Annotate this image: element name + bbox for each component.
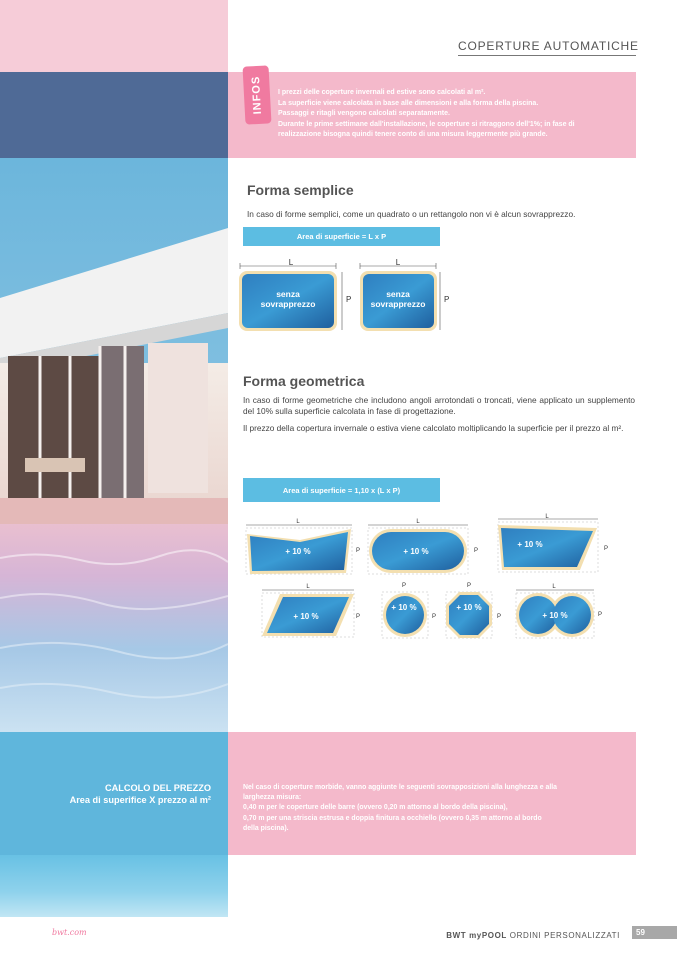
page-number: 59 [632, 926, 677, 939]
infos-line: Passaggi e ritagli vengono calcolati separatamente. [278, 110, 450, 117]
section-title: COPERTURE AUTOMATICHE [458, 39, 639, 53]
geometric-shapes-diagram [240, 512, 620, 644]
dim-p-label: P [496, 614, 502, 620]
dim-p-label: P [473, 548, 479, 554]
calcolo-line: 0,40 m per le coperture delle barre (ovvero 0,20 m attorno al bordo della piscina), [243, 804, 508, 812]
infos-line: Durante le prime settimane dall'installazione, le coperture si ritraggono dell'1%; in fase di [278, 120, 575, 128]
footer-brand-bold: BWT myPOOL [446, 931, 507, 940]
calcolo-title-block [70, 783, 211, 806]
plus10-label: + 10 % [403, 547, 429, 556]
simple-shape-2 [360, 258, 449, 331]
dim-l-label: L [416, 519, 420, 525]
infos-tab-label: INFOS [249, 75, 265, 115]
plus10-label: + 10 % [391, 603, 417, 612]
plus10-label: + 10 % [517, 540, 543, 549]
formula-geometrica: Area di superficie = 1,10 x (L x P) [243, 478, 440, 502]
dim-p-label: P [355, 548, 361, 554]
dim-p-label: P [401, 583, 407, 589]
svg-text:senza: senza [386, 289, 410, 299]
dim-p-label: P [603, 546, 609, 552]
calcolo-line: larghezza misura: [243, 794, 302, 802]
svg-text:senza: senza [276, 289, 300, 299]
simple-shapes-diagram [236, 254, 456, 336]
plus10-label: + 10 % [456, 603, 482, 612]
calcolo-title: CALCOLO DEL PREZZO [105, 783, 211, 793]
calcolo-text [243, 783, 623, 834]
calcolo-line: 0,70 m per una striscia estrusa e doppia finitura a occhiello (ovvero 0,35 m attorno al bordo [243, 814, 542, 822]
dim-l-label: L [296, 519, 300, 525]
forma-geometrica-title: Forma geometrica [243, 373, 365, 389]
infos-tab [243, 65, 272, 124]
calcolo-subtitle: Area di superifice X prezzo al m² [69, 794, 211, 805]
dim-l-label: L [288, 258, 294, 267]
svg-text:sovrapprezzo: sovrapprezzo [260, 299, 316, 309]
dim-p-label: P [355, 614, 361, 620]
forma-geometrica-text1: In caso di forme geometriche che includono angoli arrotondati o troncati, viene applicato un supplemento del 10% sulla superficie calcolata in fase di progettazione. [243, 395, 635, 416]
section-rule [458, 55, 636, 56]
footer-website[interactable]: bwt.com [52, 928, 87, 937]
dim-p-label: P [444, 295, 450, 304]
water-strip [0, 855, 228, 917]
left-pink-block [0, 0, 228, 72]
dim-l-label: L [306, 584, 310, 590]
formula-semplice: Area di superficie = L x P [243, 227, 440, 246]
footer-brand [446, 931, 620, 940]
pool-house-photo [0, 158, 228, 732]
dim-p-label: P [431, 614, 437, 620]
calcolo-line: della piscina). [243, 824, 289, 832]
calcolo-line: Nel caso di coperture morbide, vanno aggiunte le seguenti sovrapposizioni alla lunghezza e alla [243, 784, 557, 791]
infos-line: I prezzi delle coperture invernali ed estive sono calcolati al m². [278, 89, 486, 96]
dim-l-label: L [552, 584, 556, 590]
dim-l-label: L [395, 258, 401, 267]
dim-l-label: L [545, 514, 549, 520]
infos-text [278, 88, 628, 141]
plus10-label: + 10 % [542, 611, 568, 620]
forma-semplice-text: In caso di forme semplici, come un quadrato o un rettangolo non vi è alcun sovrapprezzo. [247, 209, 576, 219]
plus10-label: + 10 % [285, 547, 311, 556]
dim-p-label: P [597, 612, 603, 618]
infos-line: realizzazione bisogna quindi tenere conto di una misura leggermente più grande. [278, 131, 548, 138]
forma-semplice-title: Forma semplice [247, 182, 354, 198]
plus10-label: + 10 % [293, 612, 319, 621]
dim-p-label: P [466, 583, 472, 589]
left-navy-band [0, 72, 228, 158]
simple-shape-1 [239, 258, 351, 331]
footer-brand-rest: ORDINI PERSONALIZZATI [506, 931, 620, 940]
svg-text:sovrapprezzo: sovrapprezzo [370, 299, 426, 309]
infos-line: La superficie viene calcolata in base alle dimensioni e alla forma della piscina. [278, 99, 539, 107]
dim-p-label: P [346, 295, 352, 304]
forma-geometrica-text2: Il prezzo della copertura invernale o estiva viene calcolato moltiplicando la superficie per il prezzo al m². [243, 423, 624, 433]
